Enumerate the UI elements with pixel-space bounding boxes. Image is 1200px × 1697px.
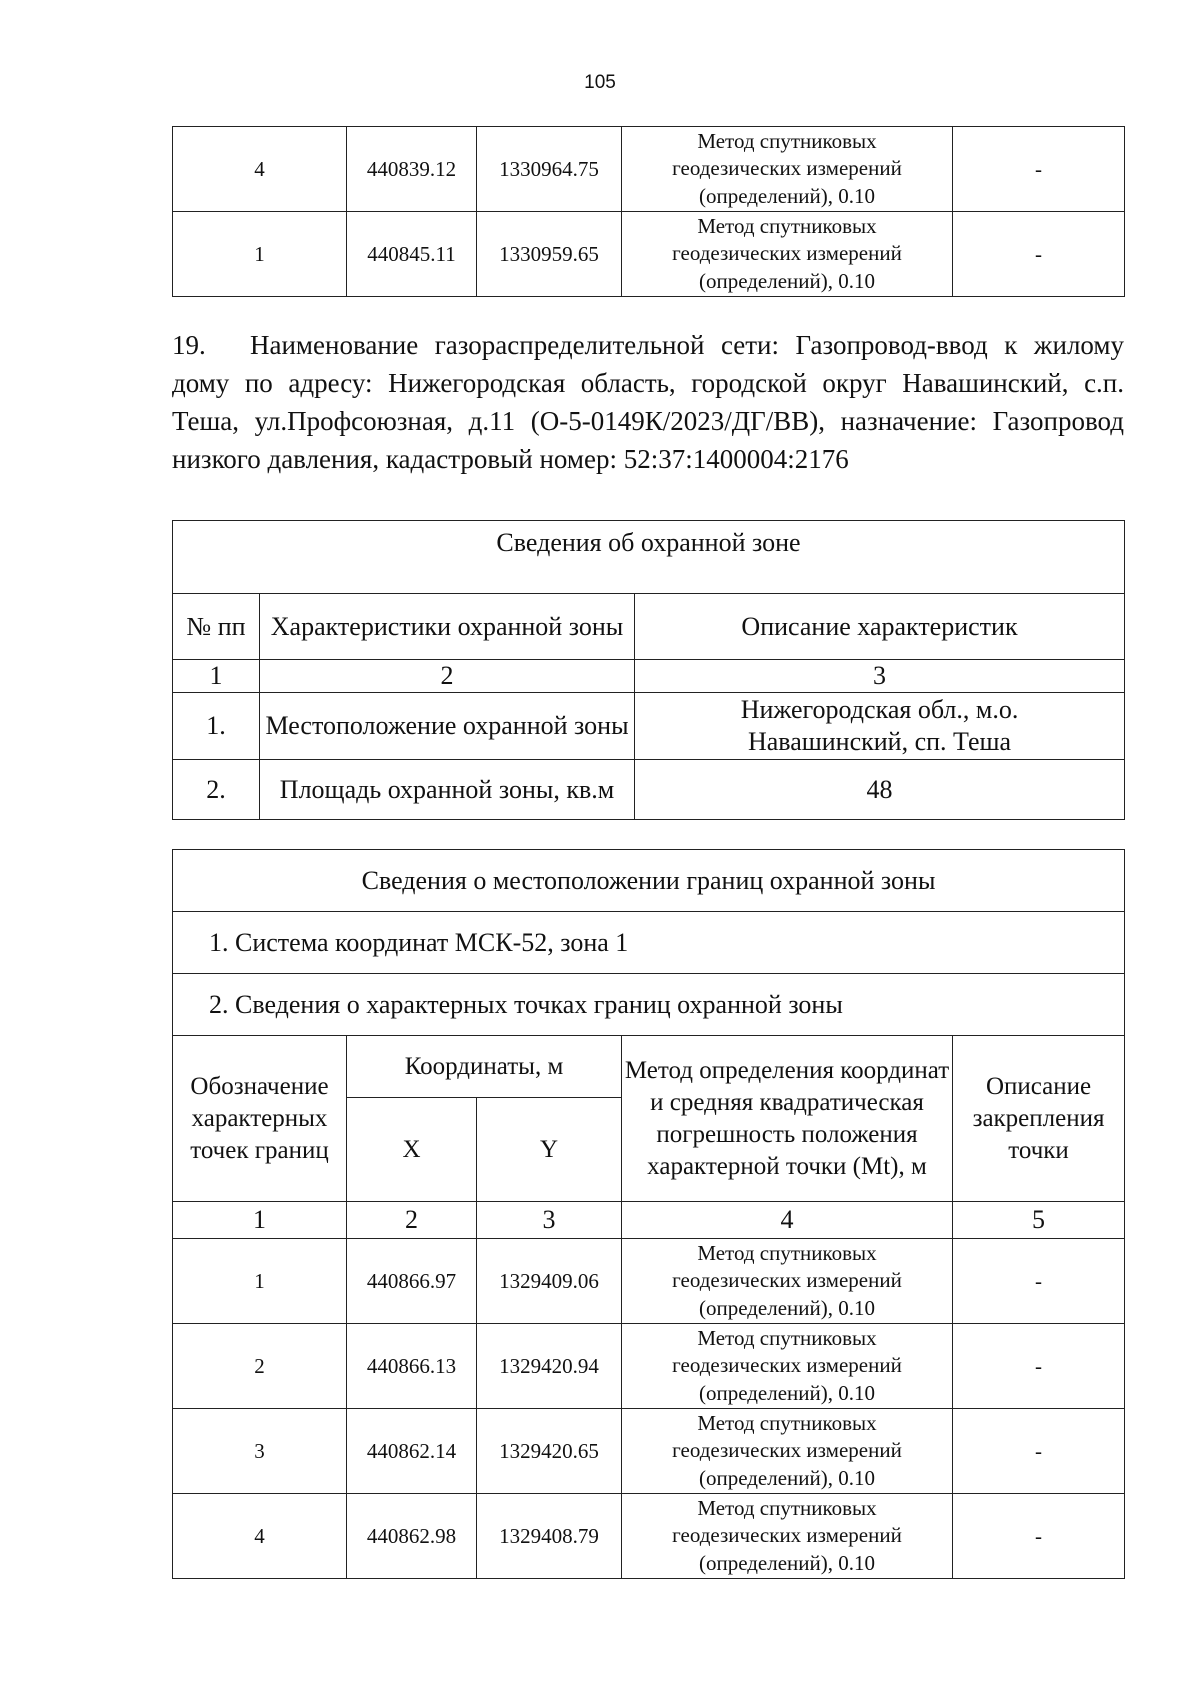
- fixation: -: [953, 212, 1125, 297]
- table-row: [173, 127, 1125, 212]
- method-line: Метод спутниковых: [697, 213, 877, 238]
- table-row: [173, 1324, 1125, 1409]
- header-fixation: Описание закрепления точки: [953, 1036, 1125, 1202]
- header-x: X: [347, 1098, 477, 1202]
- table-row: [173, 693, 1125, 760]
- coord-y: 1329420.65: [477, 1409, 622, 1494]
- method-line: (определений), 0.10: [698, 183, 876, 208]
- description-line: Навашинский, сп. Теша: [747, 727, 1012, 756]
- method-line: Метод спутниковых: [697, 1325, 877, 1350]
- row-characteristic: Площадь охранной зоны, кв.м: [260, 760, 635, 820]
- point-label: 1: [173, 1239, 347, 1324]
- method-line: (определений), 0.10: [698, 268, 876, 293]
- coord-x: 440845.11: [347, 212, 477, 297]
- method-line: (определений), 0.10: [698, 1550, 876, 1575]
- row-num: 2.: [173, 760, 260, 820]
- table-row: [173, 1409, 1125, 1494]
- section-text: Наименование газораспределительной сети: Газопровод-ввод к жилому дому по адресу: Нижегородская область, городской округ Навашинский, с.п. Теша, ул.Профсоюзная, д.11 (О-5-0149К/2023/ДГ/ВВ), назначение: Газопровод низкого давления, кадастровый номер: 52:37:1400004:2176: [172, 330, 1124, 474]
- method-line: (определений), 0.10: [698, 1380, 876, 1405]
- header-row: [173, 1036, 1125, 1098]
- table-row: [173, 212, 1125, 297]
- header-point: Обозначение характерных точек границ: [173, 1036, 347, 1202]
- coord-x: 440866.97: [347, 1239, 477, 1324]
- index-cell: 3: [635, 660, 1125, 693]
- header-description: Описание характеристик: [635, 594, 1125, 660]
- coordinate-system-row: [173, 912, 1125, 974]
- coord-x: 440862.14: [347, 1409, 477, 1494]
- coord-y: 1330959.65: [477, 212, 622, 297]
- method-line: Метод спутниковых: [697, 1410, 877, 1435]
- row-description: 48: [635, 760, 1125, 820]
- table-row: [173, 1494, 1125, 1579]
- fixation: -: [953, 1409, 1125, 1494]
- header-method: Метод определения координат и средняя квадратическая погрешность положения характерной точки (Mt), м: [622, 1036, 953, 1202]
- index-cell: 1: [173, 1202, 347, 1239]
- bounds-table-title: Сведения о местоположении границ охранной зоны: [173, 850, 1125, 912]
- fixation: -: [953, 1494, 1125, 1579]
- section-paragraph: [172, 326, 1124, 478]
- point-label: 1: [173, 212, 347, 297]
- page-number: 105: [584, 72, 616, 93]
- header-y: Y: [477, 1098, 622, 1202]
- index-cell: 4: [622, 1202, 953, 1239]
- method-line: (определений), 0.10: [698, 1465, 876, 1490]
- coord-y: 1329420.94: [477, 1324, 622, 1409]
- method-cell: [622, 1239, 953, 1324]
- index-cell: 3: [477, 1202, 622, 1239]
- row-description: [635, 693, 1125, 760]
- method-line: Метод спутниковых: [697, 128, 877, 153]
- previous-points-table: [172, 126, 1125, 297]
- boundary-points-table: [172, 849, 1125, 1579]
- method-cell: [622, 1409, 953, 1494]
- method-line: Метод спутниковых: [697, 1495, 877, 1520]
- method-cell: [622, 1494, 953, 1579]
- index-cell: 2: [347, 1202, 477, 1239]
- description-line: Нижегородская обл., м.о.: [740, 695, 1019, 724]
- index-cell: 2: [260, 660, 635, 693]
- row-num: 1.: [173, 693, 260, 760]
- section-number: 19.: [172, 330, 206, 360]
- coord-y: 1329409.06: [477, 1239, 622, 1324]
- method-line: Метод спутниковых: [697, 1240, 877, 1265]
- header-num: № пп: [173, 594, 260, 660]
- zone-info-table: [172, 520, 1125, 820]
- coordinate-system: 1. Система координат МСК-52, зона 1: [173, 912, 1125, 974]
- coord-x: 440866.13: [347, 1324, 477, 1409]
- point-label: 3: [173, 1409, 347, 1494]
- method-cell: [622, 127, 953, 212]
- method-line: геодезических измерений: [672, 1438, 902, 1463]
- point-label: 4: [173, 127, 347, 212]
- fixation: -: [953, 127, 1125, 212]
- header-characteristics: Характеристики охранной зоны: [260, 594, 635, 660]
- row-characteristic: Местоположение охранной зоны: [260, 693, 635, 760]
- method-line: геодезических измерений: [672, 1268, 902, 1293]
- method-line: (определений), 0.10: [698, 1295, 876, 1320]
- coord-x: 440839.12: [347, 127, 477, 212]
- zone-table-title: Сведения об охранной зоне: [173, 521, 1125, 594]
- fixation: -: [953, 1239, 1125, 1324]
- method-cell: [622, 1324, 953, 1409]
- coord-y: 1330964.75: [477, 127, 622, 212]
- method-line: геодезических измерений: [672, 241, 902, 266]
- index-row: [173, 1202, 1125, 1239]
- points-info-row: [173, 974, 1125, 1036]
- header-row: [173, 594, 1125, 660]
- method-line: геодезических измерений: [672, 156, 902, 181]
- index-cell: 5: [953, 1202, 1125, 1239]
- method-cell: [622, 212, 953, 297]
- method-line: геодезических измерений: [672, 1523, 902, 1548]
- point-label: 2: [173, 1324, 347, 1409]
- method-line: геодезических измерений: [672, 1353, 902, 1378]
- coord-y: 1329408.79: [477, 1494, 622, 1579]
- table-row: [173, 760, 1125, 820]
- index-cell: 1: [173, 660, 260, 693]
- index-row: [173, 660, 1125, 693]
- table-row: [173, 1239, 1125, 1324]
- point-label: 4: [173, 1494, 347, 1579]
- points-info: 2. Сведения о характерных точках границ охранной зоны: [173, 974, 1125, 1036]
- table-title-row: [173, 521, 1125, 594]
- header-coordinates: Координаты, м: [347, 1036, 622, 1098]
- table-title-row: [173, 850, 1125, 912]
- fixation: -: [953, 1324, 1125, 1409]
- coord-x: 440862.98: [347, 1494, 477, 1579]
